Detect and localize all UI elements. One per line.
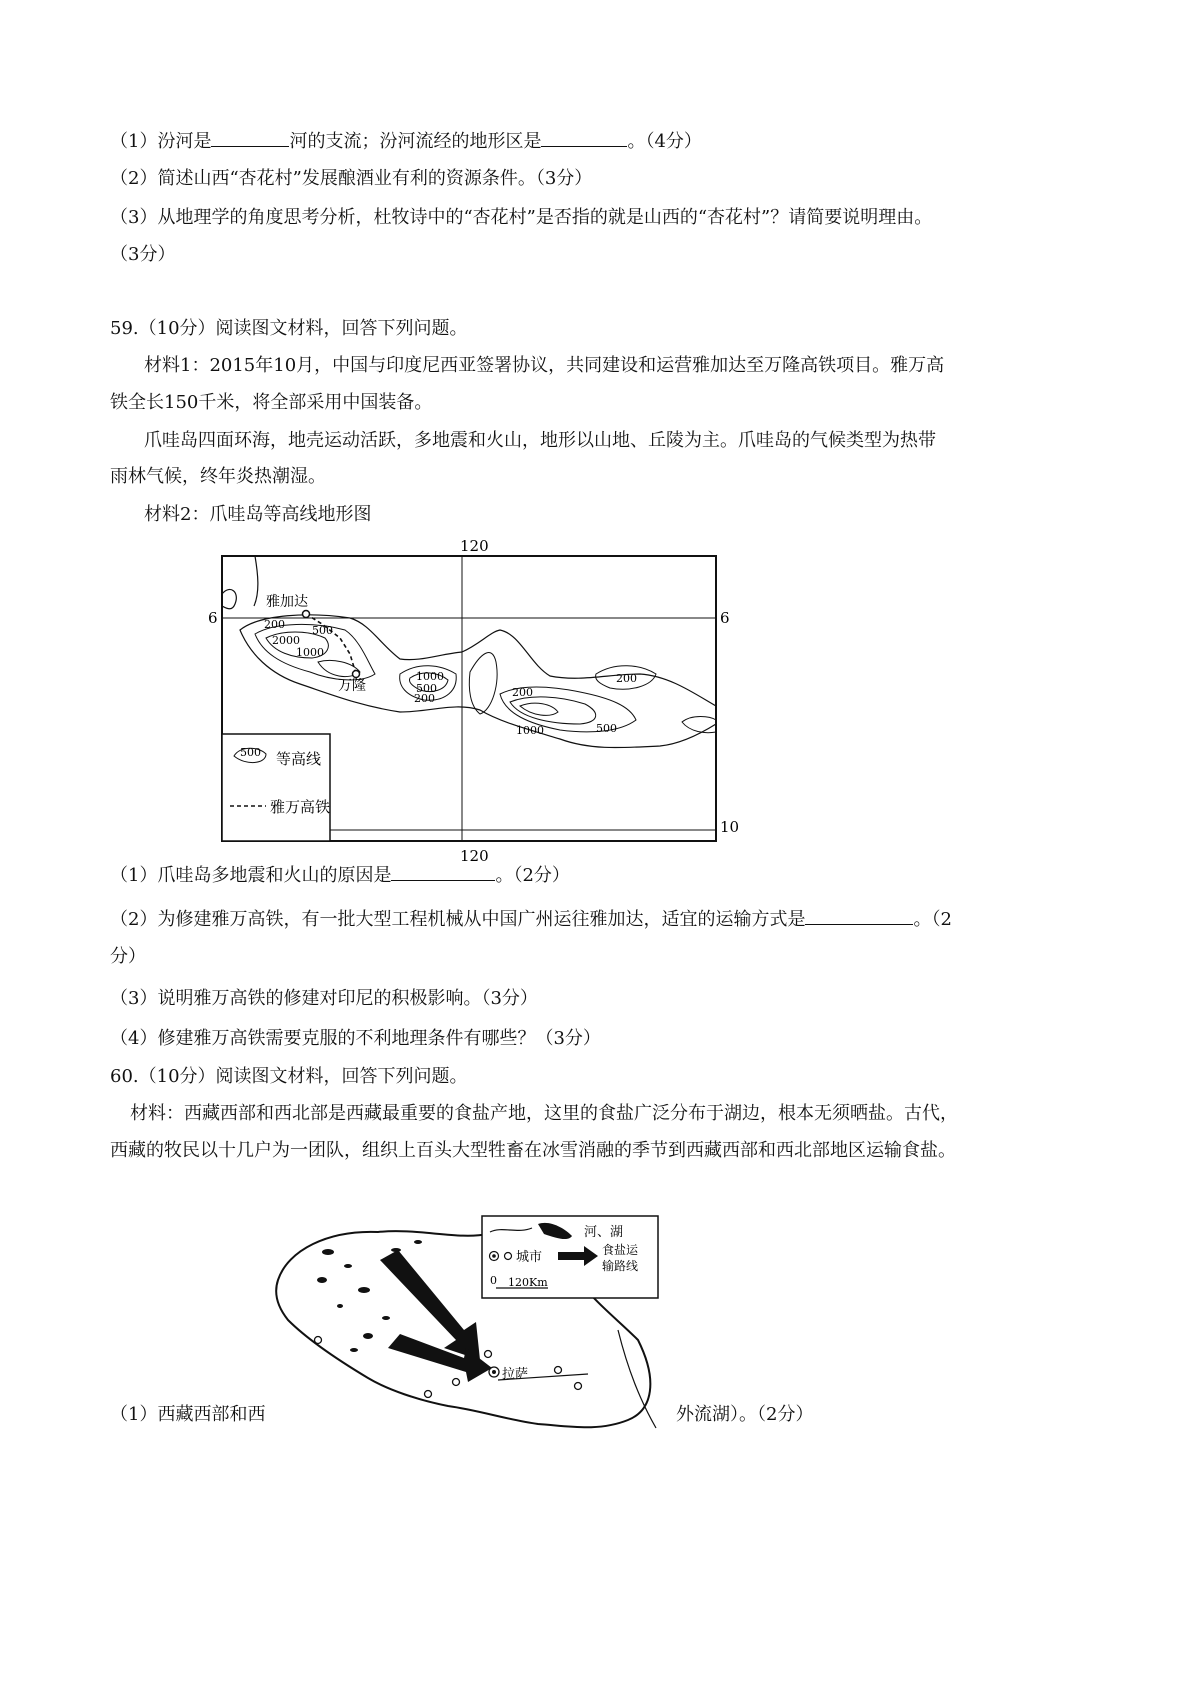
latitude-label-left: 6: [208, 609, 218, 627]
q60-material: 材料：西藏西部和西北部是西藏最重要的食盐产地，这里的食盐广泛分布于湖边，根本无须晒盐。古代，: [130, 1103, 958, 1124]
contour-label: 500: [416, 682, 437, 695]
coastline-fragment: [254, 556, 258, 606]
contour-label: 200: [616, 672, 637, 685]
answer-blank[interactable]: [391, 862, 495, 881]
q60-header: 60.（10分）阅读图文材料，回答下列问题。: [110, 1066, 468, 1087]
contour-label: 200: [512, 686, 533, 699]
legend-city-symbol: [505, 1253, 512, 1260]
q59-header: 59.（10分）阅读图文材料，回答下列问题。: [110, 318, 468, 339]
contour-line: [510, 697, 596, 724]
railway-line: [306, 614, 356, 674]
city-marker-bandung: [353, 671, 360, 678]
legend-capital-dot: [492, 1254, 496, 1258]
answer-blank[interactable]: [541, 128, 627, 147]
city-label-bandung: 万隆: [338, 678, 366, 694]
q59-sub4: （4）修建雅万高铁需要克服的不利地理条件有哪些？（3分）: [110, 1028, 601, 1049]
contour-label: 500: [312, 624, 333, 637]
q58-sub3: （3）从地理学的角度思考分析，杜牧诗中的“杏花村”是否指的就是山西的“杏花村”？请简要说明理由。: [110, 207, 933, 228]
q58-sub1-text-a: （1）汾河是: [110, 131, 212, 152]
q59-material1-cont: 铁全长150千米，将全部采用中国装备。: [110, 392, 433, 413]
legend-contour-value: 500: [240, 746, 261, 759]
coastline-fragment: [222, 589, 236, 608]
q58-sub3-cont: （3分）: [110, 244, 176, 265]
q59-material2-title: 材料2：爪哇岛等高线地形图: [144, 504, 372, 525]
q60-sub1-end: 外流湖）。（2分）: [676, 1404, 814, 1425]
q59-material1: 材料1：2015年10月，中国与印度尼西亚签署协议，共同建设和运营雅加达至万隆高铁项目。雅万高: [144, 355, 945, 376]
legend-city-label: 城市: [516, 1250, 543, 1265]
contour-label: 1000: [416, 670, 444, 683]
lhasa-marker-dot: [492, 1370, 496, 1374]
q59-sub2: [110, 906, 952, 933]
q58-sub1-text-c: 。（4分）: [627, 131, 702, 152]
contour-line: [469, 653, 497, 714]
q60-sub1-start: （1）西藏西部和西: [110, 1404, 266, 1425]
contour-label: 200: [264, 618, 285, 631]
q60-material-cont: 西藏的牧民以十几户为一团队，组织上百头大型牲畜在冰雪消融的季节到西藏西部和西北部地区运输食盐。: [110, 1140, 956, 1161]
scale-zero-label: 0: [490, 1274, 497, 1287]
contour-label: 500: [596, 722, 617, 735]
latitude-label-bottom: 10: [720, 818, 740, 836]
contour-label: 1000: [296, 646, 324, 659]
answer-blank[interactable]: [211, 128, 289, 147]
q58-sub1-text-b: 河的支流；汾河流经的地形区是: [289, 131, 542, 152]
latitude-label-right: 6: [720, 609, 730, 627]
legend-route-label: 食盐运: [602, 1243, 639, 1257]
contour-line: [520, 703, 558, 715]
contour-label: 2000: [272, 634, 300, 647]
q59-sub1: [110, 862, 570, 889]
q59-sub3: （3）说明雅万高铁的修建对印尼的积极影响。（3分）: [110, 988, 538, 1009]
contour-line: [682, 717, 716, 733]
q59-sub2-text-a: （2）为修建雅万高铁，有一批大型工程机械从中国广州运往雅加达，适宜的运输方式是: [110, 909, 806, 930]
q59-sub1-text-a: （1）爪哇岛多地震和火山的原因是: [110, 865, 392, 886]
tibet-salt-route-map: [268, 1210, 668, 1450]
city-marker-jakarta: [303, 611, 310, 618]
scale-label: 120Km: [508, 1276, 548, 1289]
city-label-lhasa: 拉萨: [502, 1367, 529, 1382]
legend-route-label-cont: 输路线: [602, 1259, 639, 1273]
legend-contour-label: 等高线: [276, 750, 322, 768]
q59-para2: 爪哇岛四面环海，地壳运动活跃，多地震和火山，地形以山地、丘陵为主。爪哇岛的气候类型为热带: [144, 430, 936, 451]
legend-railway-label: 雅万高铁: [270, 798, 331, 816]
q59-sub2-cont: 分）: [110, 946, 146, 967]
q59-sub1-text-b: 。（2分）: [495, 865, 570, 886]
q58-sub2: （2）简述山西“杏花村”发展酿酒业有利的资源条件。（3分）: [110, 168, 593, 189]
q58-sub1: [110, 128, 702, 155]
longitude-label-bottom: 120: [460, 847, 489, 864]
q59-sub2-text-b: 。（2: [913, 909, 952, 930]
longitude-label-top: 120: [460, 537, 489, 555]
q59-para2-cont: 雨林气候，终年炎热潮湿。: [110, 466, 326, 487]
java-contour-map: [200, 534, 760, 864]
contour-label: 200: [414, 692, 435, 705]
answer-blank[interactable]: [805, 906, 913, 925]
contour-label: 1000: [516, 724, 544, 737]
city-label-jakarta: 雅加达: [266, 594, 308, 610]
legend-river-lake-label: 河、湖: [584, 1225, 624, 1240]
